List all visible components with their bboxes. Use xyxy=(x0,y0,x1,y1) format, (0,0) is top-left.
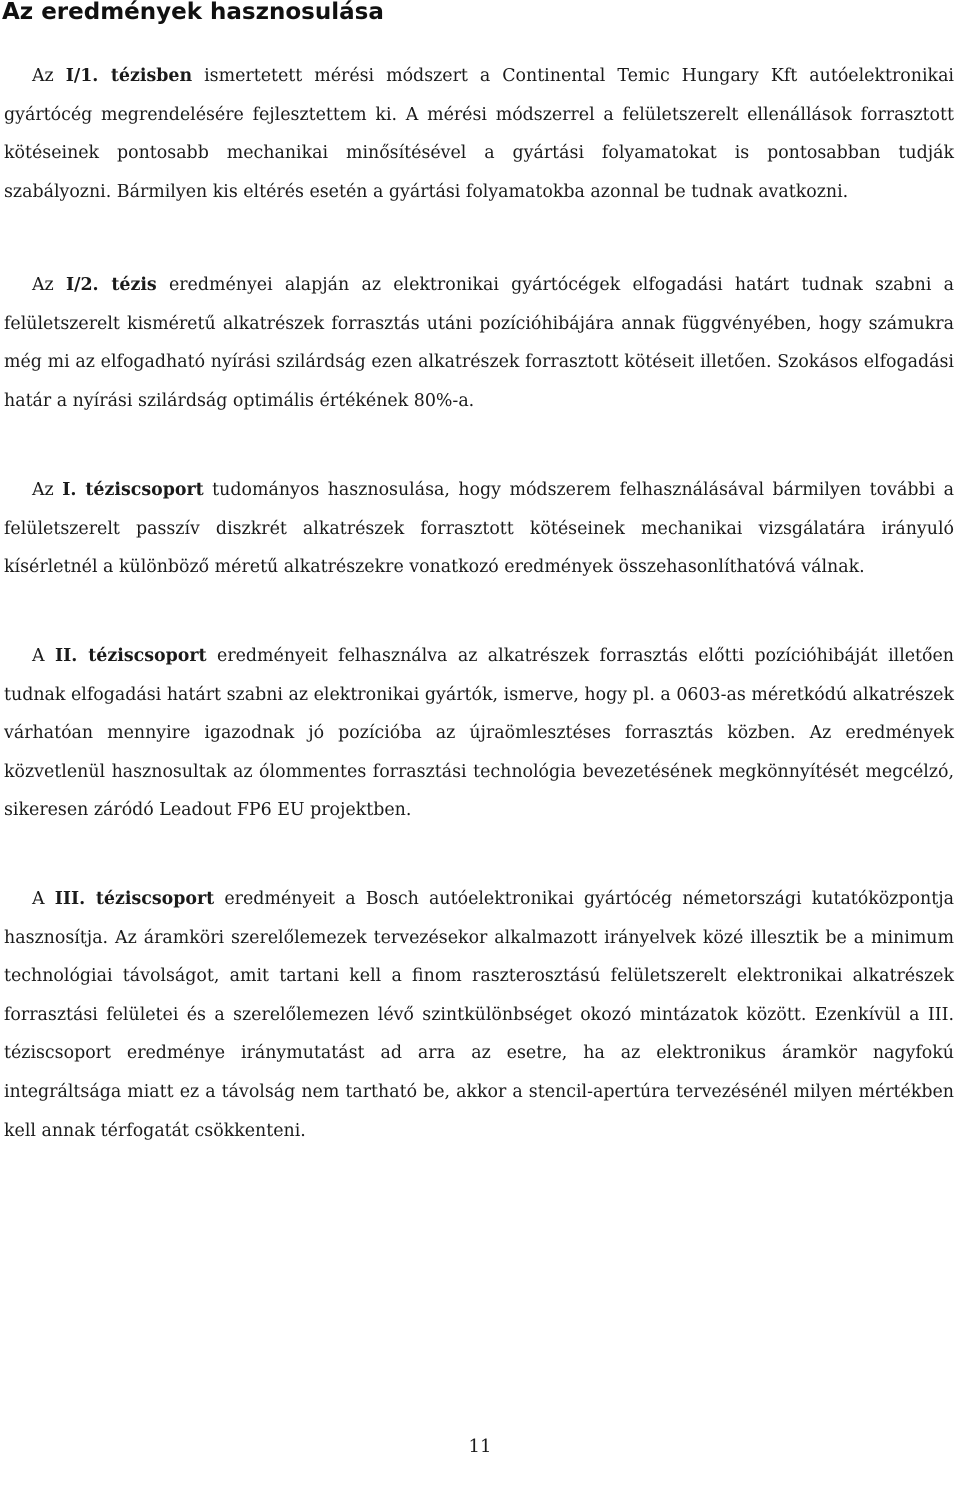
paragraph-body: tudományos hasznosulása, hogy módszerem felhasználásával bármilyen további a felületszerelt passzív diszkrét alkatrészek forrasztott kötéseinek mechanikai vizsgálatára irányuló kísérletnél a különböző méretű alkatrészekre vonatkozó eredmények összehasonlíthatóvá válnak. xyxy=(4,480,955,578)
paragraph-lead: Az xyxy=(32,480,63,500)
thesis-reference: I. téziscsoport xyxy=(62,480,204,500)
paragraph-thesis-i2 xyxy=(4,266,954,420)
paragraph-lead: Az xyxy=(32,275,66,295)
paragraph-thesis-group-i xyxy=(4,471,954,587)
paragraph-body: eredményei alapján az elektronikai gyártócégek elfogadási határt tudnak szabni a felületszerelt kisméretű alkatrészek forrasztás utáni pozícióhibájára annak függvényében, hogy számukra még mi az elfogadható nyírási szilárdság ezen alkatrészek forrasztott kötéseit illetően. Szokásos elfogadási határ a nyírási szilárdság optimális értékének 80%-a. xyxy=(4,275,954,411)
paragraph-thesis-group-ii xyxy=(4,637,954,830)
thesis-reference: II. téziscsoport xyxy=(55,646,207,666)
page-number: 11 xyxy=(468,1436,492,1457)
paragraph-lead: A xyxy=(32,646,55,666)
paragraph-body: eredményeit a Bosch autóelektronikai gyártócég németországi kutatóközpontja hasznosítja. Az áramköri szerelőlemezek tervezésekor alkalmazott irányelvek közé illesztik be a minimum technológiai távolságot, amit tartani kell a finom raszterosztású felületszerelt elektronikai alkatrészek forrasztási felületei és a szerelőlemezen lévő szintkülönbséget okozó mintázatok között. Ezenkívül a III. téziscsoport eredménye iránymutatást ad arra az esetre, ha az elektronikus áramkör nagyfokú integráltsága miatt ez a távolság nem tartható be, akkor a stencil-apertúra tervezésénél milyen mértékben kell annak térfogatát csökkenteni. xyxy=(4,889,954,1141)
paragraph-thesis-group-iii xyxy=(4,880,954,1150)
paragraph-body: ismertetett mérési módszert a Continental Temic Hungary Kft autóelektronikai gyártócég megrendelésére fejlesztettem ki. A mérési módszerrel a felületszerelt ellenállások forrasztott kötéseinek pontosabb mechanikai minősítésével a gyártási folyamatokat is pontosabban tudják szabályozni. Bármilyen kis eltérés esetén a gyártási folyamatokba azonnal be tudnak avatkozni. xyxy=(4,66,954,202)
thesis-reference: I/1. tézisben xyxy=(65,66,193,86)
section-heading: Az eredmények hasznosulása xyxy=(2,0,384,25)
paragraph-body: eredményeit felhasználva az alkatrészek forrasztás előtti pozícióhibáját illetően tudnak elfogadási határt szabni az elektronikai gyártók, ismerve, hogy pl. a 0603-as méretkódú alkatrészek várhatóan mennyire igazodnak jó pozícióba az újraömlesztéses forrasztás közben. Az eredmények közvetlenül hasznosultak az ólommentes forrasztási technológia bevezetésének megkönnyítését megcélzó, sikeresen záródó Leadout FP6 EU projektben. xyxy=(4,646,955,821)
paragraph-thesis-i1 xyxy=(4,57,954,211)
paragraph-lead: Az xyxy=(32,66,66,86)
thesis-reference: I/2. tézis xyxy=(65,275,157,295)
thesis-reference: III. téziscsoport xyxy=(54,889,215,909)
paragraph-lead: A xyxy=(32,889,55,909)
